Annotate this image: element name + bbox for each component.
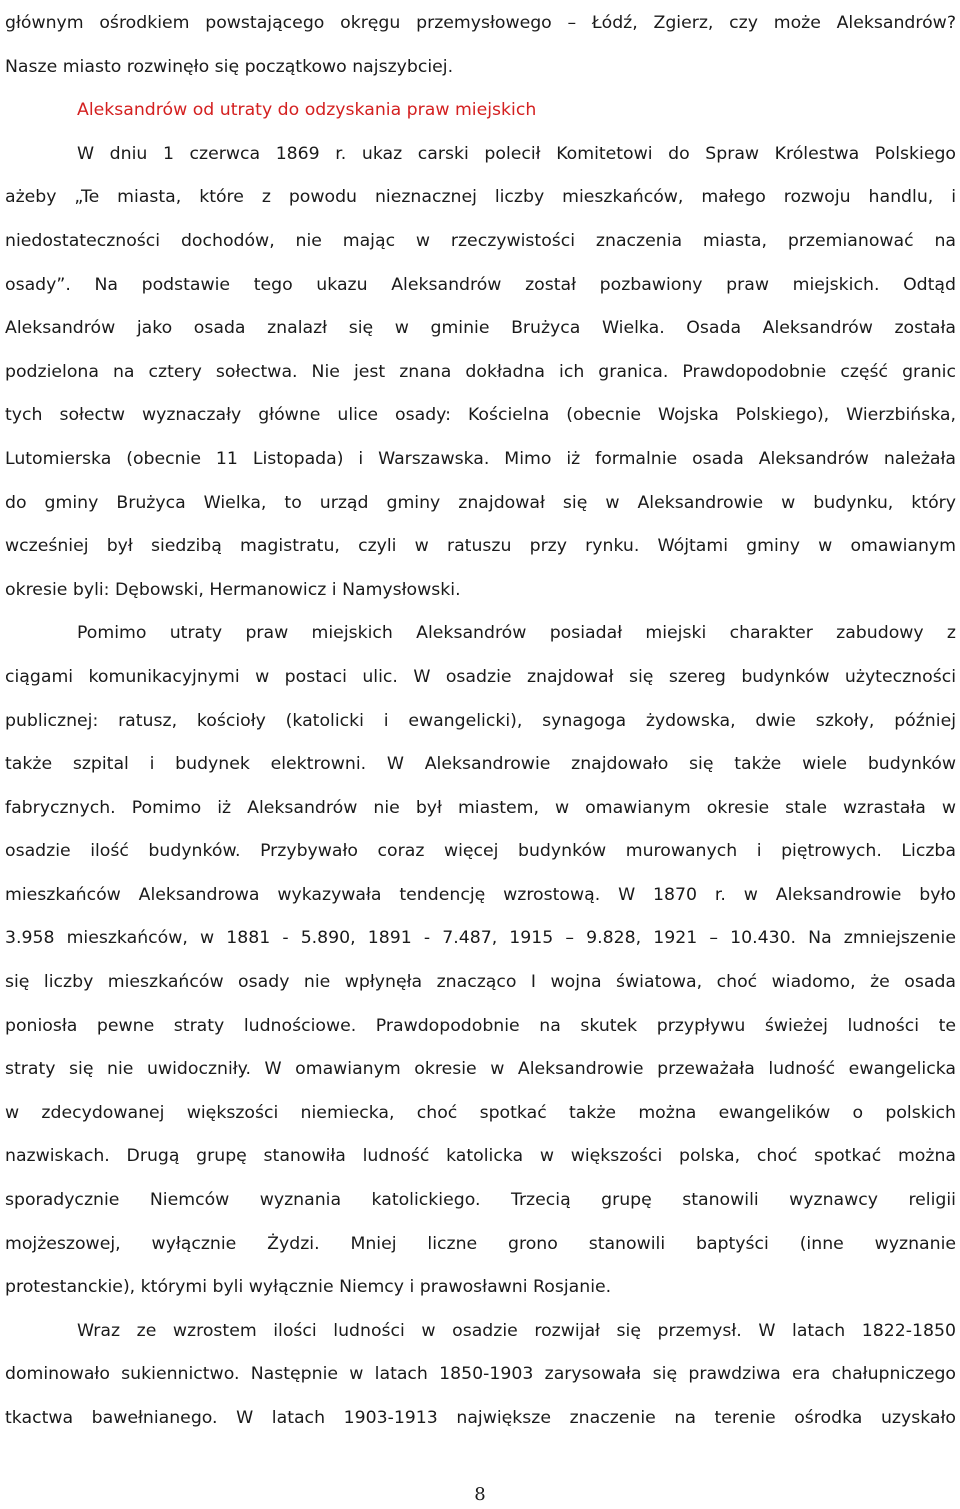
page-number: 8: [474, 1484, 486, 1505]
text-line: niedostateczności dochodów, nie mając w rzeczywistości znaczenia miasta, przemianować na: [5, 230, 956, 251]
text-line: mojżeszowej, wyłącznie Żydzi. Mniej liczne grono stanowili baptyści (inne wyznanie: [5, 1233, 956, 1254]
text-line: do gminy Brużyca Wielka, to urząd gminy znajdował się w Aleksandrowie w budynku, który: [5, 492, 956, 513]
section-heading: Aleksandrów od utraty do odzyskania praw miejskich: [77, 100, 537, 121]
text-line: W dniu 1 czerwca 1869 r. ukaz carski polecił Komitetowi do Spraw Królestwa Polskiego: [77, 143, 956, 164]
text-line: nazwiskach. Drugą grupę stanowiła ludność katolicka w większości polska, choć spotkać można: [5, 1146, 956, 1167]
text-line: głównym ośrodkiem powstającego okręgu przemysłowego – Łódź, Zgierz, czy może Aleksandrów?: [5, 13, 956, 33]
text-line: okresie byli: Dębowski, Hermanowicz i Namysłowski.: [5, 579, 461, 600]
text-line: protestanckie), którymi byli wyłącznie Niemcy i prawosławni Rosjanie.: [5, 1277, 612, 1298]
text-line: ażeby „Te miasta, które z powodu nieznacznej liczby mieszkańców, małego rozwoju handlu, i: [5, 187, 956, 208]
text-line: tkactwa bawełnianego. W latach 1903-1913 największe znaczenie na terenie ośrodka uzyskało: [5, 1408, 956, 1428]
text-line: tych sołectw wyznaczały główne ulice osady: Kościelna (obecnie Wojska Polskiego), Wierzbińska,: [5, 405, 956, 426]
text-line: wcześniej był siedzibą magistratu, czyli w ratuszu przy rynku. Wójtami gminy w omawianym: [5, 536, 956, 557]
text-line: poniosła pewne straty ludnościowe. Prawdopodobnie na skutek przypływu świeżej ludności te: [5, 1015, 956, 1036]
text-line: dominowało sukiennictwo. Następnie w latach 1850-1903 zarysowała się prawdziwa era chałupniczego: [5, 1364, 956, 1385]
text-line: straty się nie uwidoczniły. W omawianym okresie w Aleksandrowie przeważała ludność ewangelicka: [5, 1059, 956, 1080]
text-line: osadzie ilość budynków. Przybywało coraz więcej budynków murowanych i piętrowych. Liczba: [5, 841, 956, 862]
text-line: Wraz ze wzrostem ilości ludności w osadzie rozwijał się przemysł. W latach 1822-1850: [77, 1320, 956, 1341]
text-line: Pomimo utraty praw miejskich Aleksandrów posiadał miejski charakter zabudowy z: [77, 623, 956, 644]
text-line: Aleksandrów jako osada znalazł się w gminie Brużyca Wielka. Osada Aleksandrów została: [5, 318, 956, 339]
text-line: 3.958 mieszkańców, w 1881 - 5.890, 1891 - 7.487, 1915 – 9.828, 1921 – 10.430. Na zmniejszenie: [5, 928, 956, 949]
document-body: [5, 2, 956, 1441]
text-line: się liczby mieszkańców osady nie wpłynęła znacząco I wojna światowa, choć wiadomo, że osada: [5, 972, 956, 993]
text-line: także szpital i budynek elektrowni. W Aleksandrowie znajdowało się także wiele budynków: [5, 754, 956, 775]
text-line: mieszkańców Aleksandrowa wykazywała tendencję wzrostową. W 1870 r. w Aleksandrowie było: [5, 884, 956, 905]
text-line: fabrycznych. Pomimo iż Aleksandrów nie był miastem, w omawianym okresie stale wzrastała w: [5, 797, 956, 818]
text-line: osady”. Na podstawie tego ukazu Aleksandrów został pozbawiony praw miejskich. Odtąd: [5, 274, 956, 295]
text-line: sporadycznie Niemców wyznania katolickiego. Trzecią grupę stanowili wyznawcy religii: [5, 1190, 956, 1211]
text-line: publicznej: ratusz, kościoły (katolicki i ewangelicki), synagoga żydowska, dwie szkoły, później: [5, 710, 956, 731]
text-line: Nasze miasto rozwinęło się początkowo najszybciej.: [5, 56, 454, 77]
text-line: w zdecydowanej większości niemiecka, choć spotkać także można ewangelików o polskich: [5, 1102, 956, 1123]
text-line: Lutomierska (obecnie 11 Listopada) i Warszawska. Mimo iż formalnie osada Aleksandrów należała: [5, 448, 956, 469]
text-line: ciągami komunikacyjnymi w postaci ulic. W osadzie znajdował się szereg budynków użyteczności: [5, 666, 956, 687]
text-line: podzielona na cztery sołectwa. Nie jest znana dokładna ich granica. Prawdopodobnie część granic: [5, 361, 956, 382]
